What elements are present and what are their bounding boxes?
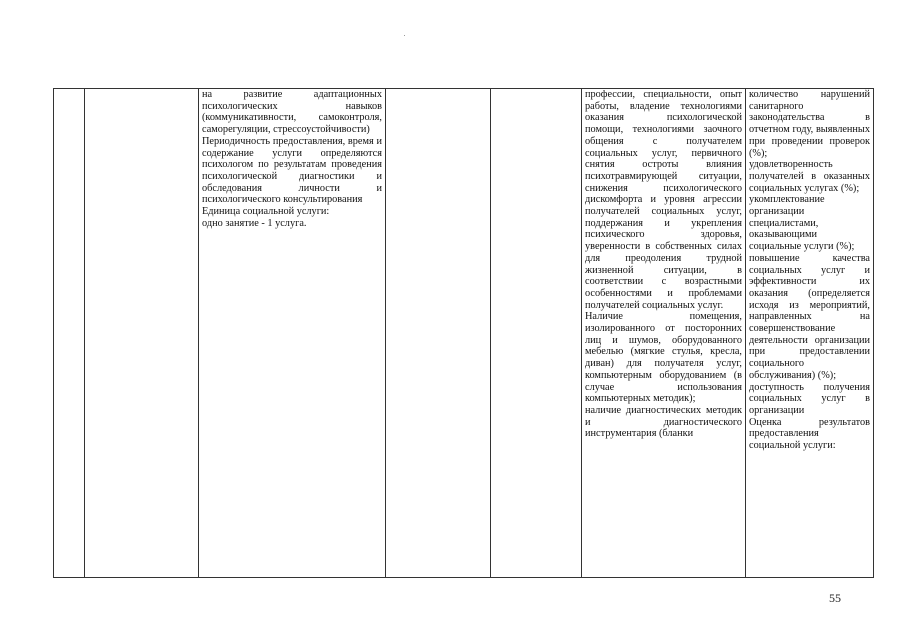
cell-service-description xyxy=(199,89,386,578)
indicator-paragraph: укомплектование организации специалистами, оказывающими социальные услуги (%); xyxy=(749,194,855,253)
indicator-paragraph: Оценка результатов предоставления социальной услуги: xyxy=(749,416,870,452)
conditions-paragraph: Наличие помещения, изолированного от посторонних лиц и шумов, оборудованного мебелью (мягкие стулья, кресла, диван) для получателя услуг, компьютерным оборудованием (в случае использования компьютерных методик); xyxy=(585,311,742,405)
indicator-paragraph: доступность получения социальных услуг в организации xyxy=(749,381,870,416)
page-number: 55 xyxy=(829,591,841,605)
cell-quality-indicators xyxy=(746,89,874,578)
description-paragraph: одно занятие - 1 услуга. xyxy=(202,217,307,229)
scan-speck xyxy=(404,35,405,36)
cell-number xyxy=(54,89,85,578)
description-paragraph: на развитие адаптационных психологических навыков (коммуникативности, самоконтроля, саморегуляции, стрессоустойчивости) xyxy=(202,89,382,136)
conditions-paragraph: профессии, специальности, опыт работы, владение технологиями оказания психологической помощи, технологиями заочного общения с получателем социальных услуг, первичного снятия остроты влияния психотравмирующей ситуации, снижения психологического дискомфорта и уровня агрессии получателей социальных услуг, поддержания и укрепления психического здоровья, уверенности в собственных силах для преодоления трудной жизненной ситуации, в соответствии с возрастными особенностями и проблемами получателей социальных услуг. xyxy=(585,89,742,311)
cell-conditions xyxy=(582,89,746,578)
table-row xyxy=(54,89,874,578)
services-table xyxy=(53,88,874,578)
description-paragraph: Периодичность предоставления, время и содержание услуги определяются психологом по результатам проведения психологической диагностики и обследования личности и психологического консультирования xyxy=(202,135,382,206)
cell-deadline xyxy=(386,89,491,578)
description-paragraph: Единица социальной услуги: xyxy=(202,206,330,218)
indicator-paragraph: удовлетворенность получателей в оказанных социальных услугах (%); xyxy=(749,159,870,194)
indicator-paragraph: количество нарушений санитарного законодательства в отчетном году, выявленных при проведении проверок (%); xyxy=(749,89,870,159)
conditions-paragraph: наличие диагностических методик и диагностического инструментария (бланки xyxy=(585,404,742,440)
indicator-paragraph: повышение качества социальных услуг и эффективности их оказания (определяется исходя из мероприятий, направленных на совершенствование деятельности организации при предоставлении социального обслуживания) (%); xyxy=(749,252,870,381)
cell-service-name xyxy=(85,89,199,578)
cell-price xyxy=(491,89,582,578)
